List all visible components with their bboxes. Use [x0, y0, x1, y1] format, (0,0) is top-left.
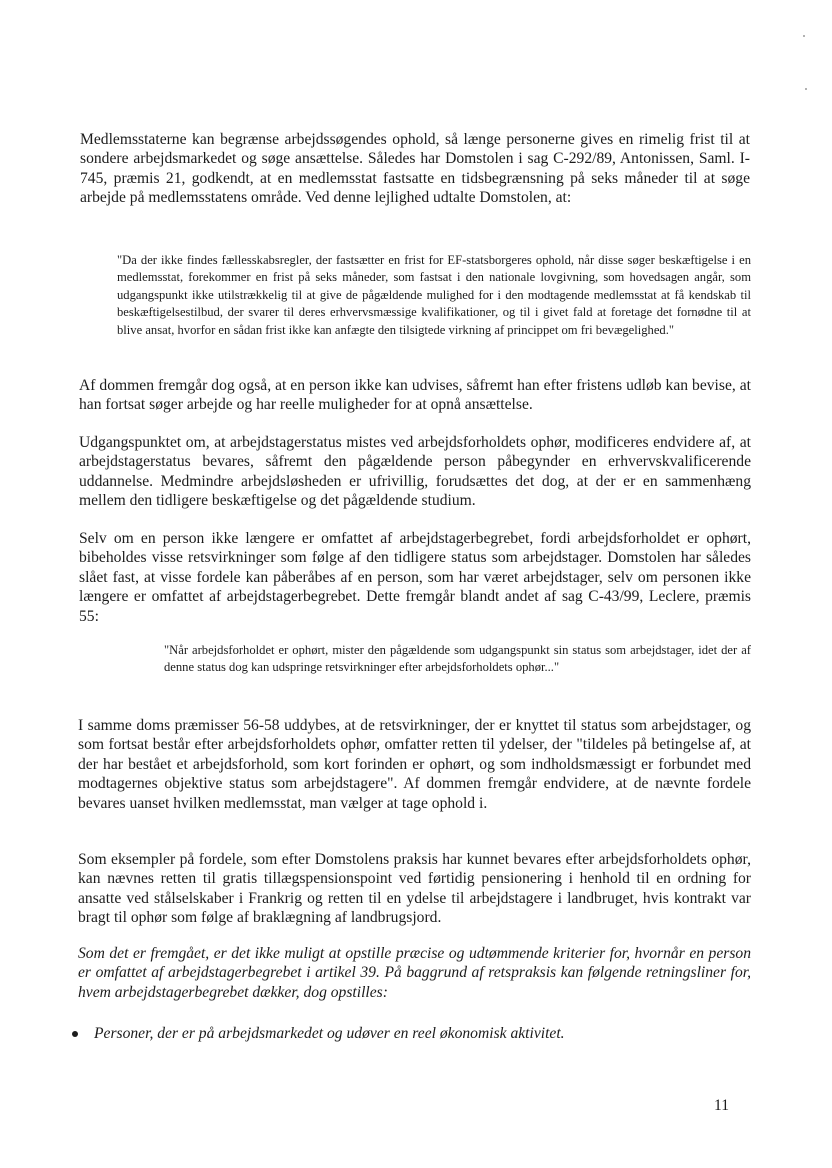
scan-speck — [803, 35, 805, 37]
bullet-list-item — [72, 1024, 752, 1046]
scan-speck — [805, 88, 807, 90]
paragraph-education: Udgangspunktet om, at arbejdstagerstatus mistes ved arbejdsforholdets ophør, modificeres endvidere af, at arbejdstagerstatus bevares, såfremt den pågældende person påbegynder en erhvervskvalificerende uddannelse. Medmindre arbejdsløsheden er ufrivillig, forudsættes det dog, at der er en sammenhæng mellem den tidligere beskæftigelse og det pågældende studium. — [79, 434, 751, 510]
bullet-icon — [72, 1031, 78, 1037]
paragraph-examples: Som eksempler på fordele, som efter Domstolens praksis har kunnet bevares efter arbejdsforholdets ophør, kan nævnes retten til gratis tillægspensionspoint ved førtidig pensionering i henhold til en ordning for ansatte ved stålselskaber i Frankrig og retten til en ydelse til arbejdstagere i landbruget, hvis kontrakt var bragt til ophør som følge af braklægning af landbrugsjord. — [78, 851, 751, 927]
paragraph-retained-rights: Selv om en person ikke længere er omfattet af arbejdstagerbegrebet, fordi arbejdsforholdet er ophørt, bibeholdes visse retsvirkninger som følge af den tidligere status som arbejdstager. Domstolen har således slået fast, at visse fordele kan påberåbes af en person, som har været arbejdstager, selv om personen ikke længere er omfattet af arbejdstagerbegrebet. Dette fremgår blandt andet af sag C-43/99, Leclere, præmis 55: — [79, 530, 751, 625]
paragraph-premises: I samme doms præmisser 56-58 uddybes, at de retsvirkninger, der er knyttet til status som arbejdstager, og som fortsat består efter arbejdsforholdets ophør, omfatter retten til ydelser, der "tildeles på betingelse af, at der har bestået et arbejdsforhold, som kort forinden er ophørt, og som indholdsmæssigt er forbundet med modtagernes objektive status som arbejdstagere". Af dommen fremgår endvidere, at de nævnte fordele bevares uanset hvilken medlemsstat, man vælger at tage ophold i. — [78, 717, 751, 812]
paragraph-guidelines: Som det er fremgået, er det ikke muligt at opstille præcise og udtømmende kriterier for, hvornår en person er omfattet af arbejdstagerbegrebet i artikel 39. På baggrund af retspraksis kan følgende retningsliner for, hvem arbejdstagerbegrebet dækker, dog opstilles: — [78, 945, 751, 1001]
bullet-text: Personer, der er på arbejdsmarkedet og udøver en reel økonomisk aktivitet. — [94, 1025, 565, 1042]
page-number: 11 — [714, 1097, 730, 1114]
quote-leclere: "Når arbejdsforholdet er ophørt, mister den pågældende som udgangspunkt sin status som arbejdstager, idet der af denne status dog kan udspringe retsvirkninger efter arbejdsforholdets ophør..." — [164, 643, 751, 675]
quote-antonissen: "Da der ikke findes fællesskabsregler, der fastsætter en frist for EF-statsborgeres ophold, når disse søger beskæftigelse i en medlemsstat, forekommer en frist på seks måneder, som fastsat i den nationale lovgivning, som hovedsagen angår, som udgangspunkt ikke utilstrækkelig til at give de pågældende mulighed for i den modtagende medlemsstat at få kendskab til beskæftigelsestilbud, der svarer til deres erhvervsmæssige kvalifikationer, og til i givet fald at foretage det fornødne til at blive ansat, hvorfor en sådan frist ikke kan anfægte den tilsigtede virkning af princippet om fri bevægelighed." — [117, 253, 751, 337]
paragraph-job-seekers: Medlemsstaterne kan begrænse arbejdssøgendes ophold, så længe personerne gives en rimelig frist til at sondere arbejdsmarkedet og søge ansættelse. Således har Domstolen i sag C-292/89, Antonissen, Saml. I-745, præmis 21, godkendt, at en medlemsstat fastsatte en tidsbegrænsning på seks måneder til at søge arbejde på medlemsstatens område. Ved denne lejlighed udtalte Domstolen, at: — [80, 131, 750, 207]
paragraph-expulsion: Af dommen fremgår dog også, at en person ikke kan udvises, såfremt han efter fristens udløb kan bevise, at han fortsat søger arbejde og har reelle muligheder for at opnå ansættelse. — [79, 377, 751, 414]
